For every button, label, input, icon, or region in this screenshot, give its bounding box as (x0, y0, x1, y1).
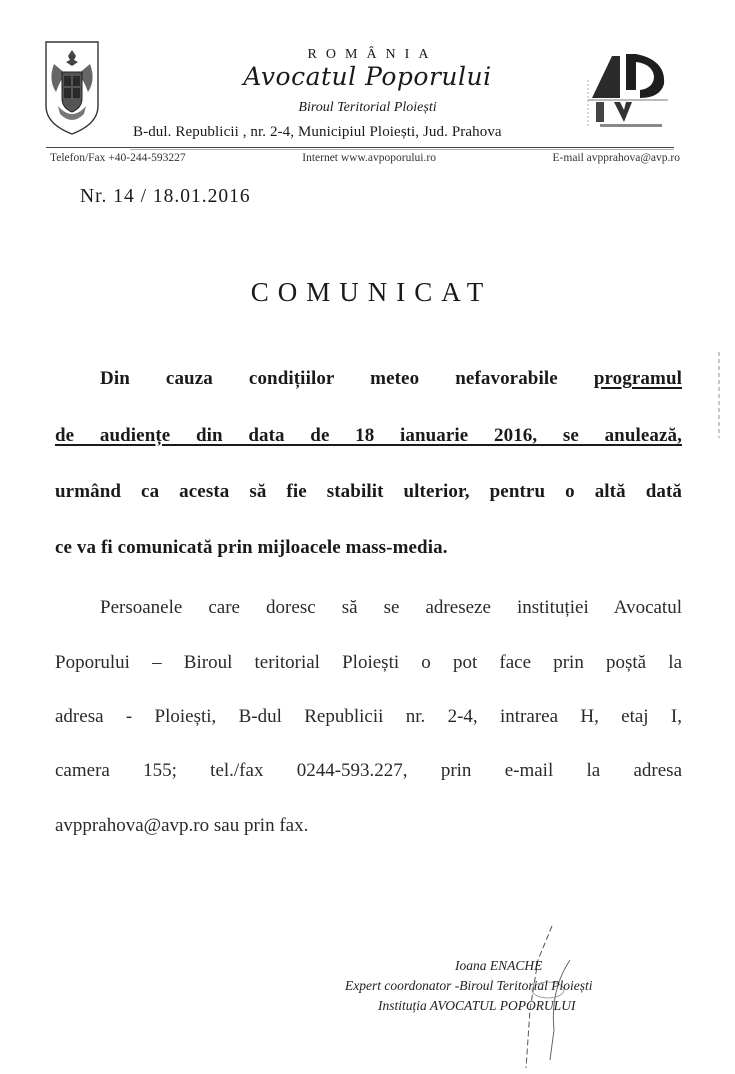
letterhead-address: B-dul. Republicii , nr. 2-4, Municipiul Ploiești, Jud. Prahova (133, 124, 502, 140)
paragraph-line: adresa - Ploiești, B-dul Republicii nr. 2-4, intrarea H, etaj I, (55, 706, 682, 727)
signatory-name: Ioana ENACHE (455, 958, 543, 973)
registration-number: Nr. 14 / 18.01.2016 (80, 186, 251, 207)
paragraph-line: Persoanele care doresc să se adreseze instituției Avocatul (100, 597, 682, 618)
paragraph-line: ce va fi comunicată prin mijloacele mass-media. (55, 537, 448, 558)
letterhead-contacts (50, 152, 680, 164)
contact-website: Internet www.avpoporului.ro (302, 152, 436, 164)
letterhead-institution: Avocatul Poporului (243, 62, 492, 91)
paragraph-line: urmând ca acesta să fie stabilit ulterior, pentru o altă dată (55, 481, 682, 502)
scan-artifact (718, 352, 720, 438)
document-title: COMUNICAT (250, 277, 493, 307)
handwritten-signature (490, 920, 630, 1070)
signatory-role: Expert coordonator -Biroul Teritorial Ploiești (345, 978, 593, 993)
announcement-underlined-line: de audiențe din data de 18 ianuarie 2016, se anulează, (55, 425, 682, 446)
letterhead-office: Biroul Teritorial Ploiești (298, 100, 437, 115)
avocatul-poporului-logo (582, 50, 674, 132)
paragraph-line: camera 155; tel./fax 0244-593.227, prin e-mail la adresa (55, 760, 682, 781)
announcement-underlined: programul (593, 368, 682, 389)
paragraph-line: Poporului – Biroul teritorial Ploiești o pot face prin poștă la (55, 652, 682, 673)
paragraph-line: avpprahova@avp.ro sau prin fax. (55, 815, 309, 836)
contact-phone: Telefon/Fax +40-244-593227 (50, 152, 186, 164)
contact-email: E-mail avpprahova@avp.ro (552, 152, 680, 164)
announcement-text: Din cauza condițiilor meteo nefavorabile (100, 368, 558, 389)
letterhead-divider-secondary (130, 149, 674, 150)
signatory-institution: Instituția AVOCATUL POPORULUI (378, 998, 576, 1013)
paragraph-line (55, 368, 682, 390)
letterhead-country: ROMÂNIA (307, 47, 438, 62)
